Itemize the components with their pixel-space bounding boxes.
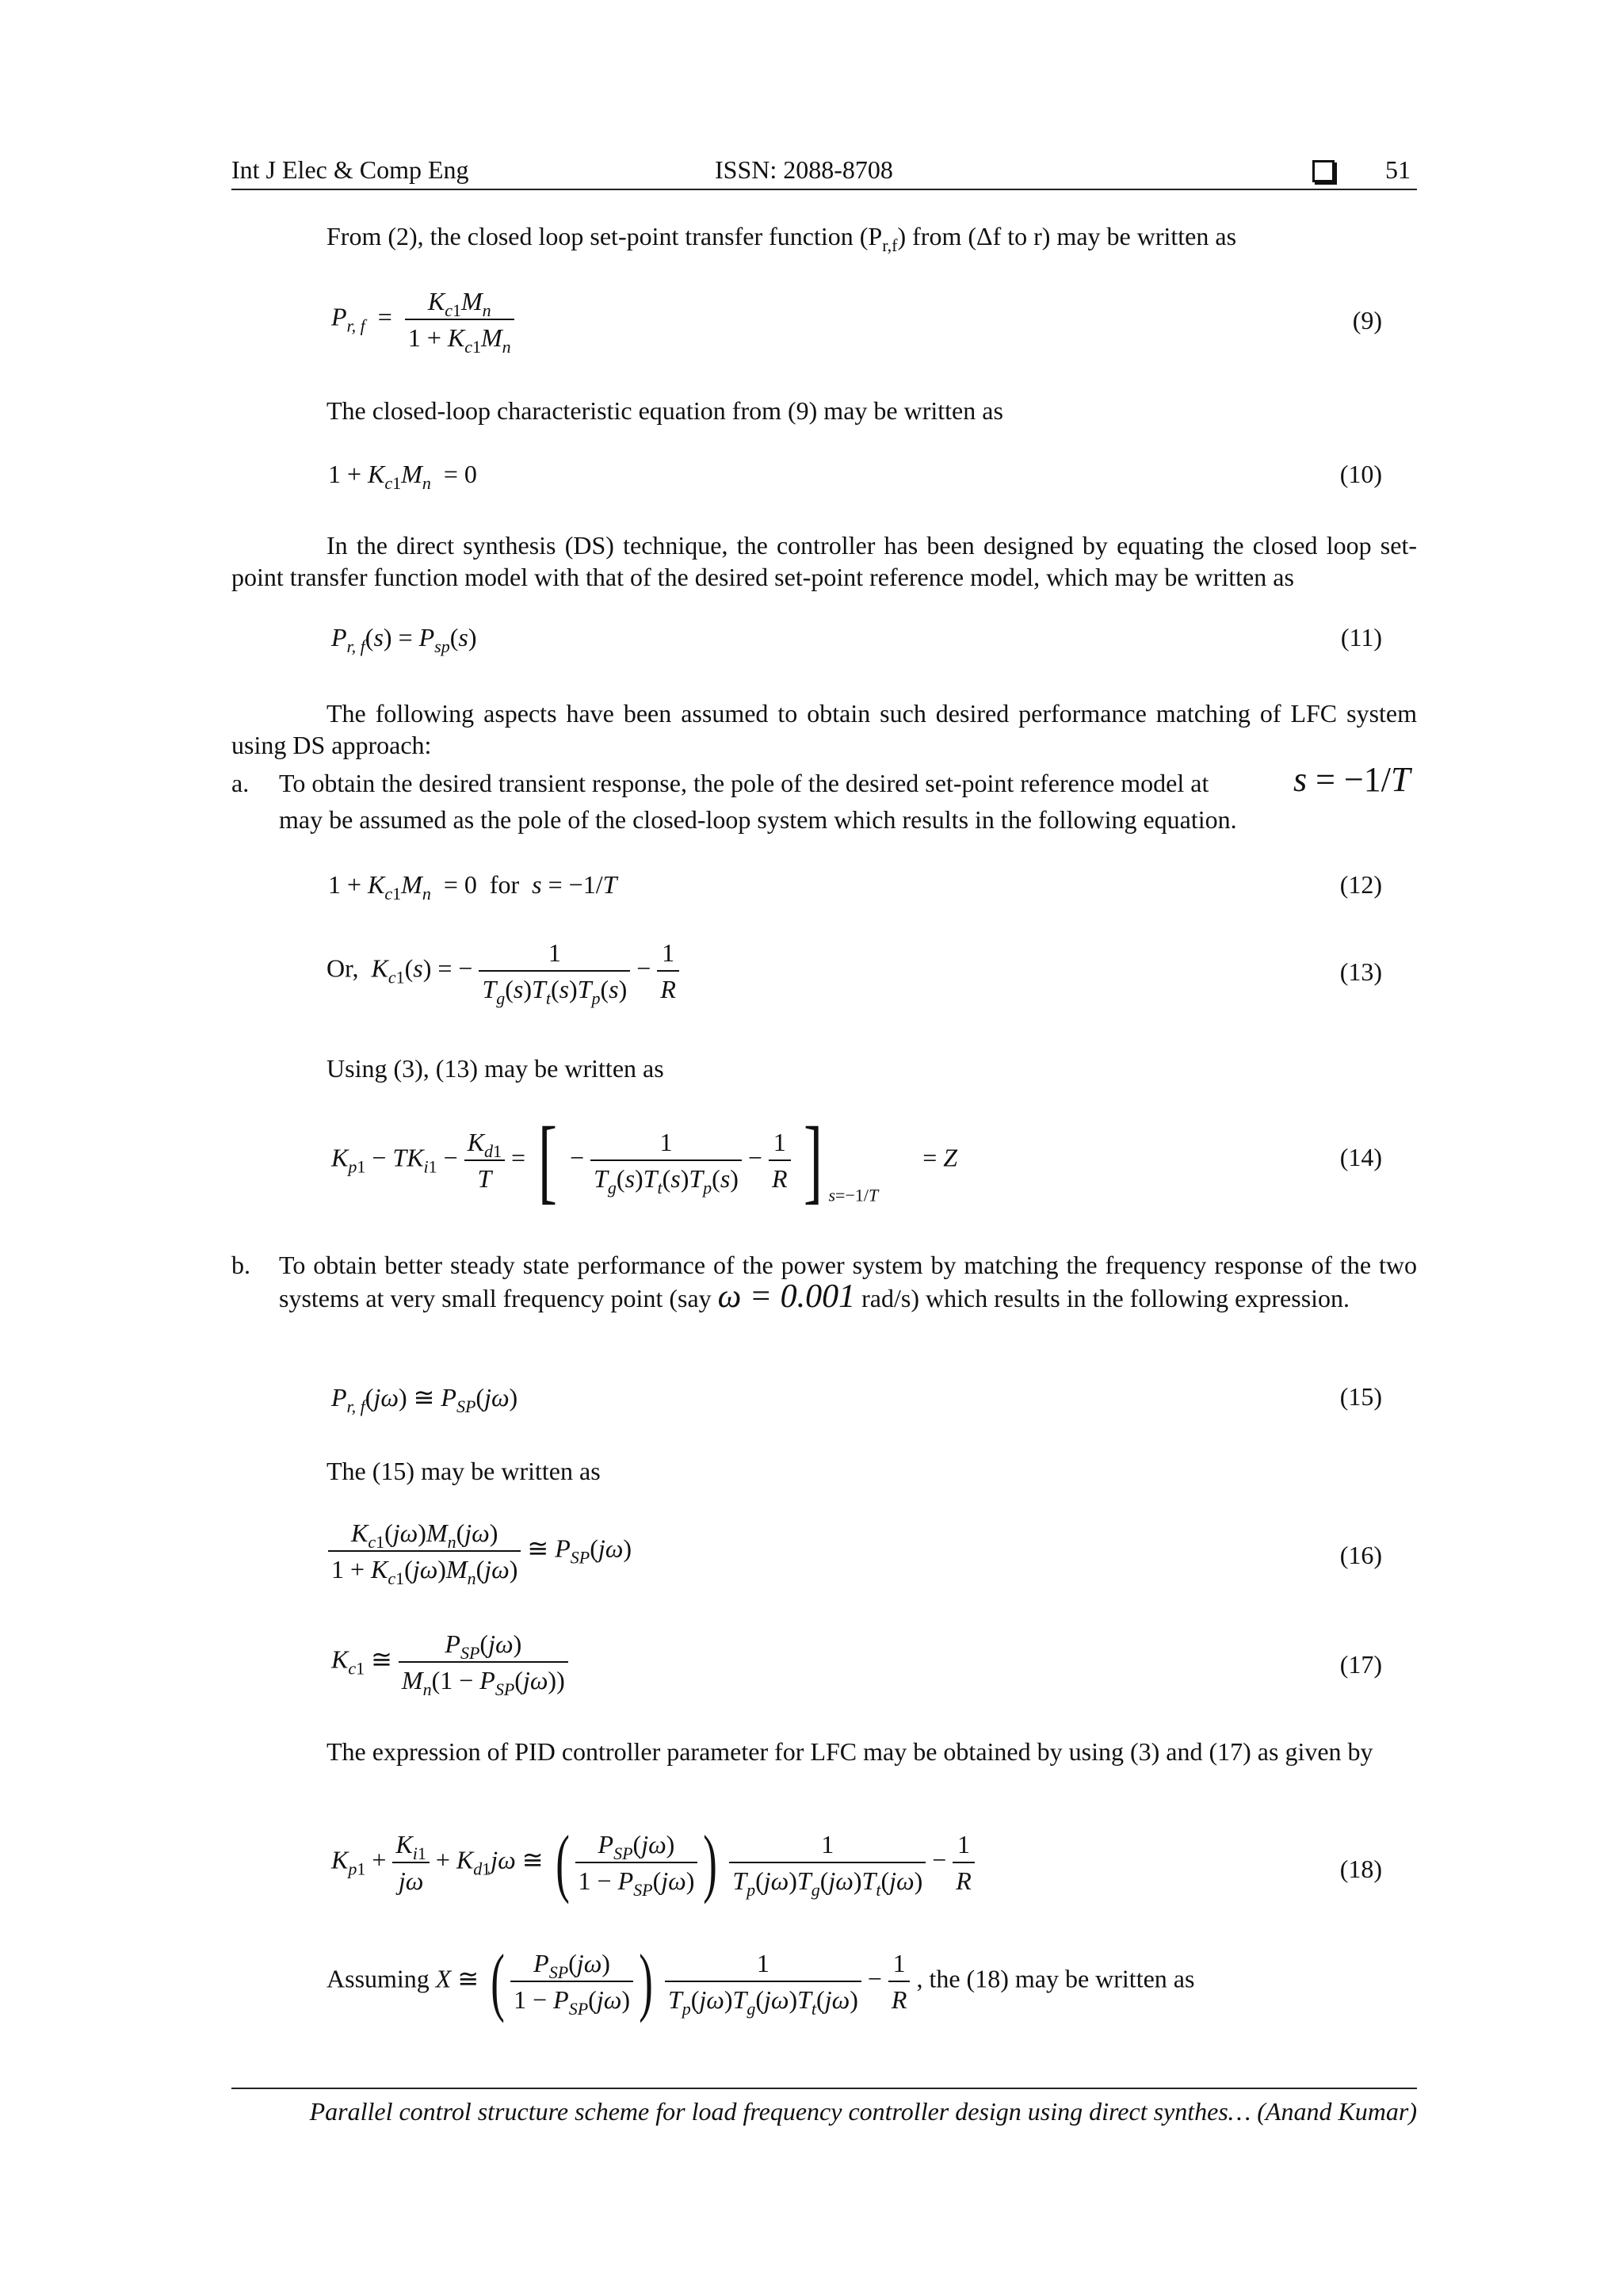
equation-number-15: (15) [1339, 1382, 1382, 1411]
equation-15: $P_{r, f}(j\omega)$ ≅ $P_{SP}(j\omega)$ [331, 1383, 518, 1416]
page-number: 51 [1385, 155, 1411, 184]
equation-11: $P_{r, f}(s) = P_{sp}(s)$ [331, 623, 477, 656]
paragraph-2: The closed-loop characteristic equation from (9) may be written as [327, 396, 1003, 425]
paragraph-4: The following aspects have been assumed to obtain such desired performance matching of LFC system using DS approach: [231, 699, 1417, 759]
equation-10: $1 + K_{c1}M_n = 0$ [328, 460, 477, 493]
equation-17: $K_{c1}$ ≅ $\frac{P_{SP}(j\omega)}{M_n(1 - P_{SP}(j\omega))}$ [331, 1626, 568, 1698]
equation-number-14: (14) [1339, 1143, 1382, 1171]
equation-number-9: (9) [1352, 306, 1382, 334]
equation-18: $K_{p1}$ + $\frac{K_{i1}}{j\omega}$ + $K_{d1}j\omega$ ≅ ( $\frac{P_{SP}(j\omega)}{1 - P_{SP}(j\omega)}$ ) $\frac{1}{T_p(j\omega)T_g(j\omega)T_t(j\omega)}$ − $\frac{1}{R}$ [331, 1824, 975, 1901]
pole-expression: s = −1/T [1293, 760, 1411, 799]
omega-value: ω = 0.001 [717, 1278, 856, 1315]
footer-text: Parallel control structure scheme for load frequency controller design using direct synthes… (Anand Kumar) [309, 2097, 1417, 2126]
issn: ISSN: 2088-8708 [715, 155, 893, 184]
paragraph-7: The expression of PID controller parameter for LFC may be obtained by using (3) and (17) as given by [327, 1737, 1373, 1766]
checkbox-icon [1312, 160, 1335, 186]
equation-14: $K_{p1} - TK_{i1}$ − $\frac{K_{d1}}{T}$ = [ − $\frac{1}{T_g(s)T_t(s)T_p(s)}$ − $\frac{1}{R}$ ] $_{s=-1/T}$ = Z [331, 1107, 958, 1213]
equation-number-13: (13) [1339, 957, 1382, 986]
equation-13: Or, $K_{c1}(s)$ = − $\frac{1}{T_g(s)T_t(s)T_p(s)}$ − $\frac{1}{R}$ [327, 935, 679, 1007]
item-a-marker: a. [231, 769, 250, 797]
assuming-x-expression: Assuming X ≅ ( $\frac{P_{SP}(j\omega)}{1 - P_{SP}(j\omega)}$ ) $\frac{1}{T_p(j\omega)T_g(j\omega)T_t(j\omega)}$ − $\frac{1}{R}$ , the (18) may be written as [327, 1939, 1195, 2023]
paragraph-3: In the direct synthesis (DS) technique, the controller has been designed by equating the closed loop set-point transfer function model with that of the desired set-point reference model, which may be written as [231, 531, 1417, 591]
equation-number-17: (17) [1339, 1650, 1382, 1679]
equation-9: $P_{r, f}$ = $\frac{K_{c1}M_n}{1 + K_{c1}M_n}$ [331, 284, 514, 355]
header-rule [231, 189, 1417, 190]
paragraph-5: Using (3), (13) may be written as [327, 1054, 664, 1083]
item-b-text: To obtain better steady state performance of the power system by matching the frequency response of the two systems at very small frequency point (say ω = 0.001 rad/s) which results in the following expression. [279, 1251, 1417, 1315]
equation-number-11: (11) [1340, 623, 1382, 651]
paragraph-6: The (15) may be written as [327, 1457, 601, 1485]
equation-number-10: (10) [1339, 460, 1382, 488]
or-label: Or, [327, 953, 359, 983]
equation-number-18: (18) [1339, 1855, 1382, 1883]
equation-16: $\frac{K_{c1}(j\omega)M_n(j\omega)}{1 + K_{c1}(j\omega)M_n(j\omega)}$ ≅ $P_{SP}(j\omega)$ [328, 1515, 632, 1587]
journal-name: Int J Elec & Comp Eng [231, 155, 469, 184]
equation-12: $1 + K_{c1}M_n = 0$ for s = −1/T [328, 870, 617, 904]
item-a-line-2: may be assumed as the pole of the closed-loop system which results in the following equation. [279, 805, 1237, 834]
paragraph-1: From (2), the closed loop set-point transfer function $(P_{r,f})$ from (Δf to r) may be written as [327, 222, 1237, 255]
equation-number-16: (16) [1339, 1541, 1382, 1569]
item-b-marker: b. [231, 1251, 250, 1279]
equation-number-12: (12) [1339, 870, 1382, 899]
footer-rule [231, 2088, 1417, 2089]
item-a-line-1: To obtain the desired transient response, the pole of the desired set-point reference model at [279, 769, 1209, 797]
